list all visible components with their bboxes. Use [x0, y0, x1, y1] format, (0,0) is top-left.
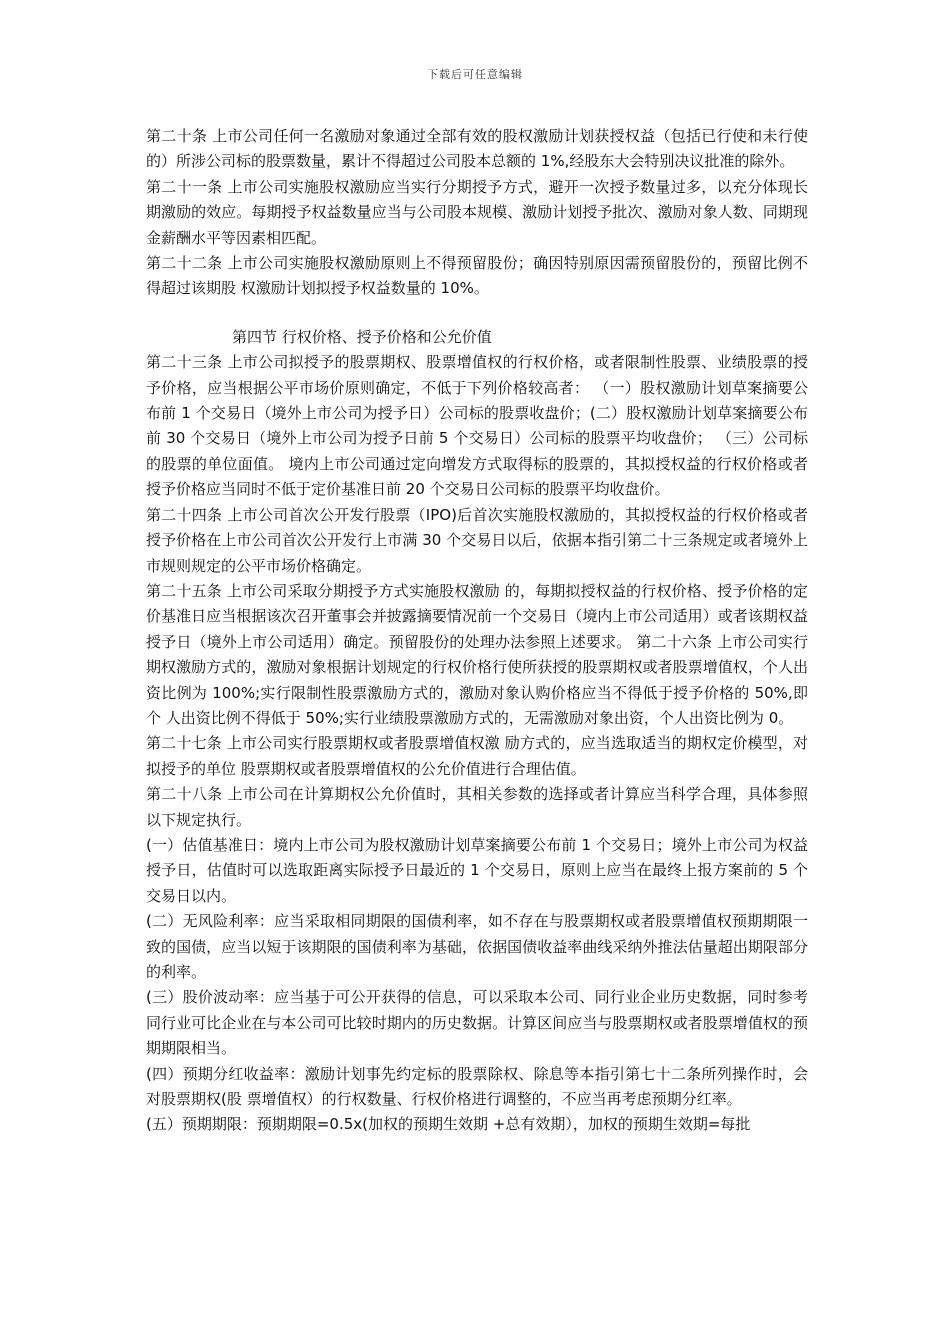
spacer — [146, 302, 808, 325]
article-22: 第二十二条 上市公司实施股权激励原则上不得预留股份；确因特别原因需预留股份的，预留比例不得超过该期股 权激励计划拟授予权益数量的 10%。 — [146, 254, 808, 298]
item-5-expected-term: (五）预期期限：预期期限=0.5x(加权的预期生效期 +总有效期），加权的预期生效期=每批 — [146, 1115, 751, 1134]
article-23: 第二十三条 上市公司拟授予的股票期权、股票增值权的行权价格，或者限制性股票、业绩股票的授予价格，应当根据公平市场价原则确定，不低于下列价格较高者： （一）股权激励计划草案摘要公布前 1 个交易日（境外上市公司为授予日）公司标的股票收盘价；(二）股权激励计划草案摘要公布前 30 个交易日（境外上市公司为授予日前 5 个交易日）公司标的股票平均收盘价； （三）公司标的股票的单位面值。 境内上市公司通过定向增发方式取得标的股票的，其拟授权益的行权价格或者授予价格应当同时不低于定价基准日前 20 个交易日公司标的股票平均收盘价。 — [146, 353, 808, 499]
item-1-valuation-date: (一）估值基准日：境内上市公司为股权激励计划草案摘要公布前 1 个交易日；境外上市公司为权益授予日，估值时可以选取距离实际授予日最近的 1 个交易日，原则上应当在最终上报方案前的 5 个交易日以内。 — [146, 835, 808, 905]
article-28: 第二十八条 上市公司在计算期权公允价值时，其相关参数的选择或者计算应当科学合理，具体参照以下规定执行。 — [146, 785, 808, 829]
article-21: 第二十一条 上市公司实施股权激励应当实行分期授予方式，避开一次授予数量过多，以充分体现长期激励的效应。每期授予权益数量应当与公司股本规模、激励计划授予批次、激励对象人数、同期现金薪酬水平等因素相匹配。 — [146, 177, 808, 247]
item-4-dividend-yield: (四）预期分红收益率：激励计划事先约定标的股票除权、除息等本指引第七十二条所列操作时，会对股票期权(股 票增值权）的行权数量、行权价格进行调整的，不应当再考虑预期分红率。 — [146, 1064, 808, 1109]
item-2-risk-free-rate: (二）无风险利率：应当采取相同期限的国债利率，如不存在与股票期权或者股票增值权预期期限一致的国债，应当以短于该期限的国债利率为基础，依据国债收益率曲线采纳外推法估量超出期限部分的利率。 — [146, 912, 808, 981]
article-20: 第二十条 上市公司任何一名激励对象通过全部有效的股权激励计划获授权益（包括已行使和未行使的）所涉公司标的股票数量，累计不得超过公司股本总额的 1%,经股东大会特别决议批准的除外。 — [146, 127, 808, 171]
article-24: 第二十四条 上市公司首次公开发行股票（IPO)后首次实施股权激励的，其拟授权益的行权价格或者授予价格在上市公司首次公开发行上市满 30 个交易日以后，依据本指引第二十三条规定或者境外上市规则规定的公平市场价格确定。 — [146, 505, 808, 575]
document-body — [146, 124, 808, 1138]
article-25-26: 第二十五条 上市公司采取分期授予方式实施股权激励 的，每期拟授权益的行权价格、授予价格的定价基准日应当根据该次召开董事会并披露摘要情况前一个交易日（境内上市公司适用）或者该期权益授予日（境外上市公司适用）确定。预留股份的处理办法参照上述要求。 第二十六条 上市公司实行期权激励方式的，激励对象根据计划规定的行权价格行使所获授的股票期权或者股票增值权，个人出资比例为 100%;实行限制性股票激励方式的，激励对象认购价格应当不得低于授予价格的 50%,即个 人出资比例不得低于 50%;实行业绩股票激励方式的，无需激励对象出资，个人出资比例为 0。 — [146, 581, 808, 727]
item-3-volatility: (三）股价波动率：应当基于可公开获得的信息，可以采取本公司、同行业企业历史数据，同时参考同行业可比企业在与本公司可比较时期内的历史数据。计算区间应当与股票期权或者股票增值权的预期期限相当。 — [146, 988, 808, 1058]
section-title: 第四节 行权价格、授予价格和公允价值 — [232, 327, 492, 346]
article-27: 第二十七条 上市公司实行股票期权或者股票增值权激 励方式的，应当选取适当的期权定价模型，对拟授予的单位 股票期权或者股票增值权的公允价值进行合理估值。 — [146, 734, 808, 778]
page-header-note: 下载后可任意编辑 — [427, 68, 523, 81]
